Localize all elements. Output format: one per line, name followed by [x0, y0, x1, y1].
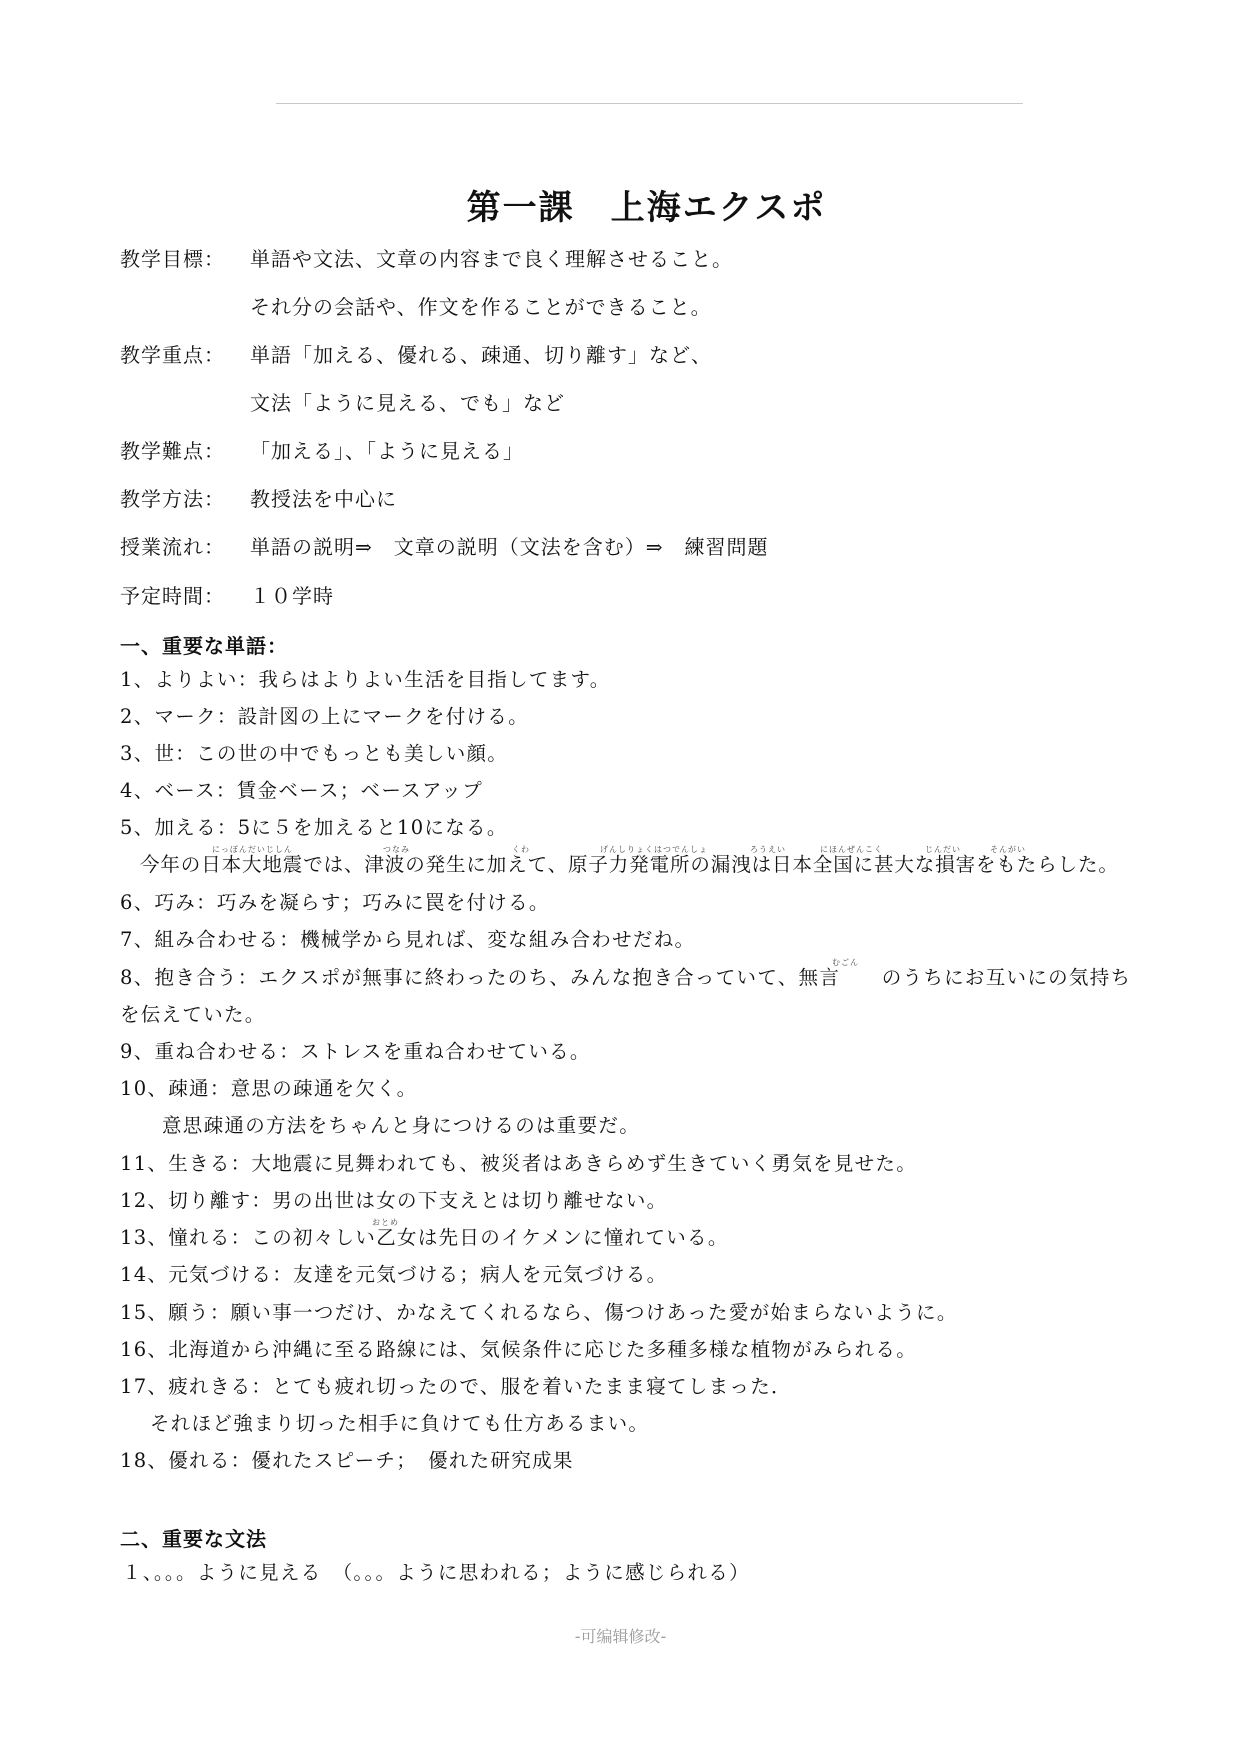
flow-text: 単語の説明⇒ 文章の説明（文法を含む）⇒ 練習問題 [250, 535, 769, 559]
time-row [120, 583, 334, 609]
ruby-reading: にっぽんだいじしん [212, 845, 293, 854]
vocab-item: 15、願う：願い事一つだけ、かなえてくれるなら、傷つけあった愛が始まらないように。 [120, 1301, 958, 1324]
key-row [120, 342, 712, 368]
ruby-reading: ろうえい [750, 845, 786, 854]
ruby-reading: おとめ [372, 1218, 399, 1227]
difficulty-label: 教学難点： [120, 439, 225, 463]
ruby-reading: にほんぜんこく [820, 845, 883, 854]
vocab-item: 10、疎通：意思の疎通を欠く。 [120, 1077, 418, 1100]
key-label: 教学重点： [120, 343, 225, 367]
vocab-example: それほど強まり切った相手に負けても仕方あるまい。 [150, 1412, 650, 1435]
vocab-item: 3、世：この世の中でもっとも美しい顔。 [120, 742, 509, 765]
flow-label: 授業流れ： [120, 535, 225, 559]
key-text-1: 単語「加える、優れる、疎通、切り離す」など、 [250, 343, 712, 367]
vocab-item: 11、生きる：大地震に見舞われても、被災者はあきらめず生きていく勇気を見せた。 [120, 1152, 918, 1175]
vocab-item-continued: を伝えていた。 [120, 1003, 266, 1026]
vocab-example: 今年の日本大地震では、津波の発生に加えて、原子力発電所の漏洩は日本全国に甚大な損害をもたらした。 [140, 853, 1119, 876]
vocab-item: 2、マーク：設計図の上にマークを付ける。 [120, 705, 529, 728]
grammar-item: １、。。。ように見える （。。。ように思われる；ように感じられる） [122, 1561, 750, 1584]
time-text: １０学時 [250, 584, 334, 608]
ruby-reading: むごん [832, 958, 859, 967]
objective-text-2: それ分の会話や、作文を作ることができること。 [250, 295, 712, 319]
vocab-item: 16、北海道から沖縄に至る路線には、気候条件に応じた多種多様な植物がみられる。 [120, 1338, 918, 1361]
objective-row [120, 246, 733, 272]
ruby-reading: げんしりょくはつでんしょ [600, 845, 708, 854]
ruby-reading: そんがい [990, 845, 1026, 854]
objective-label: 教学目標： [120, 247, 225, 271]
page-footer: -可编辑修改- [574, 1627, 667, 1646]
vocab-item: 9、重ね合わせる：ストレスを重ね合わせている。 [120, 1040, 591, 1063]
ruby-reading: くわ [512, 845, 530, 854]
objective-text-1: 単語や文法、文章の内容まで良く理解させること。 [250, 247, 733, 271]
vocab-item: 1、よりよい：我らはよりよい生活を目指してます。 [120, 668, 611, 691]
method-text: 教授法を中心に [250, 487, 397, 511]
key-text-2: 文法「ように見える、でも」など [250, 391, 565, 415]
vocab-item: 13、憧れる：この初々しい乙女は先日のイケメンに憧れている。 [120, 1226, 729, 1249]
time-label: 予定時間： [120, 584, 225, 608]
ruby-reading: じんだい [925, 845, 961, 854]
ruby-reading: つなみ [383, 845, 410, 854]
vocab-item: 14、元気づける：友達を元気づける；病人を元気づける。 [120, 1263, 668, 1286]
header-rule [276, 103, 1023, 104]
method-row [120, 486, 397, 512]
vocab-example: 意思疎通の方法をちゃんと身につけるのは重要だ。 [162, 1114, 641, 1137]
vocab-item: 18、優れる：優れたスピーチ； 優れた研究成果 [120, 1449, 574, 1472]
method-label: 教学方法： [120, 487, 225, 511]
flow-row [120, 534, 769, 560]
vocab-item: 4、ベース：賃金ベース；ベースアップ [120, 779, 484, 802]
vocab-item: 5、加える：5に５を加えると10になる。 [120, 816, 508, 839]
vocab-item: 17、疲れきる：とても疲れ切ったので、服を着いたまま寝てしまった． [120, 1375, 792, 1398]
difficulty-text: 「加える」、「ように見える」 [250, 439, 524, 463]
difficulty-row [120, 438, 524, 464]
page-title: 第一課 上海エクスポ [466, 188, 827, 228]
vocab-item: 12、切り離す：男の出世は女の下支えとは切り離せない。 [120, 1189, 668, 1212]
vocab-item: 7、組み合わせる：機械学から見れば、変な組み合わせだね。 [120, 928, 696, 951]
vocab-heading: 一、重要な単語： [120, 634, 288, 658]
vocab-item: 8、抱き合う：エクスポが無事に終わったのち、みんな抱き合っていて、無言 のうちにお互いにの気持ち [120, 966, 1132, 989]
grammar-heading: 二、重要な文法 [120, 1527, 267, 1551]
vocab-item: 6、巧み：巧みを凝らす；巧みに罠を付ける。 [120, 891, 550, 914]
